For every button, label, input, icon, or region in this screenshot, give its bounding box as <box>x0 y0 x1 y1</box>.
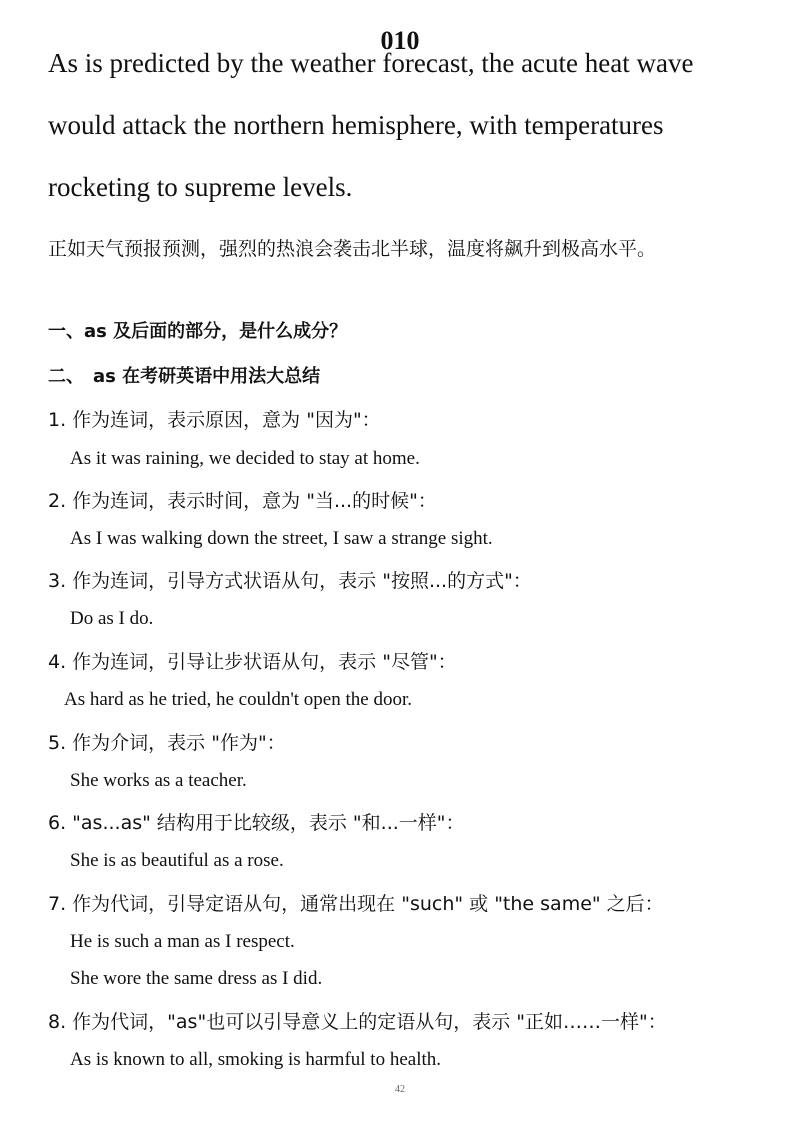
usage-example-4: As hard as he tried, he couldn't open the door. <box>64 689 412 710</box>
usage-rule-8: 8. 作为代词，"as"也可以引导意义上的定语从句，表示 "正如……一样"： <box>48 1011 667 1033</box>
sentence-line-2: would attack the northern hemisphere, with temperatures <box>48 110 664 140</box>
section-heading-one: 一、as 及后面的部分，是什么成分？ <box>48 321 348 342</box>
usage-rule-7: 7. 作为代词，引导定语从句，通常出现在 "such" 或 "the same" 之后： <box>48 893 664 915</box>
usage-example-7b: She wore the same dress as I did. <box>70 968 323 989</box>
usage-example-5: She works as a teacher. <box>70 770 247 791</box>
section-heading-two: 二、 as 在考研英语中用法大总结 <box>48 366 321 387</box>
usage-rule-3: 3. 作为连词，引导方式状语从句，表示 "按照...的方式"： <box>48 570 532 592</box>
usage-example-1: As it was raining, we decided to stay at home. <box>70 448 420 469</box>
usage-example-2: As I was walking down the street, I saw a strange sight. <box>70 528 493 549</box>
chinese-translation: 正如天气预报预测，强烈的热浪会袭击北半球，温度将飙升到极高水平。 <box>48 238 657 260</box>
sentence-line-1: As is predicted by the weather forecast, the acute heat wave <box>48 48 694 78</box>
usage-rule-1: 1. 作为连词，表示原因，意为 "因为"： <box>48 409 381 431</box>
sentence-line-3: rocketing to supreme levels. <box>48 172 353 202</box>
usage-rule-6: 6. "as...as" 结构用于比较级，表示 "和...一样"： <box>48 812 465 834</box>
usage-example-3: Do as I do. <box>70 608 154 629</box>
usage-rule-2: 2. 作为连词，表示时间，意为 "当...的时候"： <box>48 490 437 512</box>
usage-example-8: As is known to all, smoking is harmful to health. <box>70 1049 442 1070</box>
footer-page-number: 42 <box>395 1084 405 1095</box>
usage-example-7a: He is such a man as I respect. <box>70 931 295 952</box>
entry-number: 010 <box>380 26 420 55</box>
usage-rule-5: 5. 作为介词，表示 "作为"： <box>48 732 286 754</box>
usage-rule-4: 4. 作为连词，引导让步状语从句，表示 "尽管"： <box>48 651 457 673</box>
usage-example-6: She is as beautiful as a rose. <box>70 850 284 871</box>
